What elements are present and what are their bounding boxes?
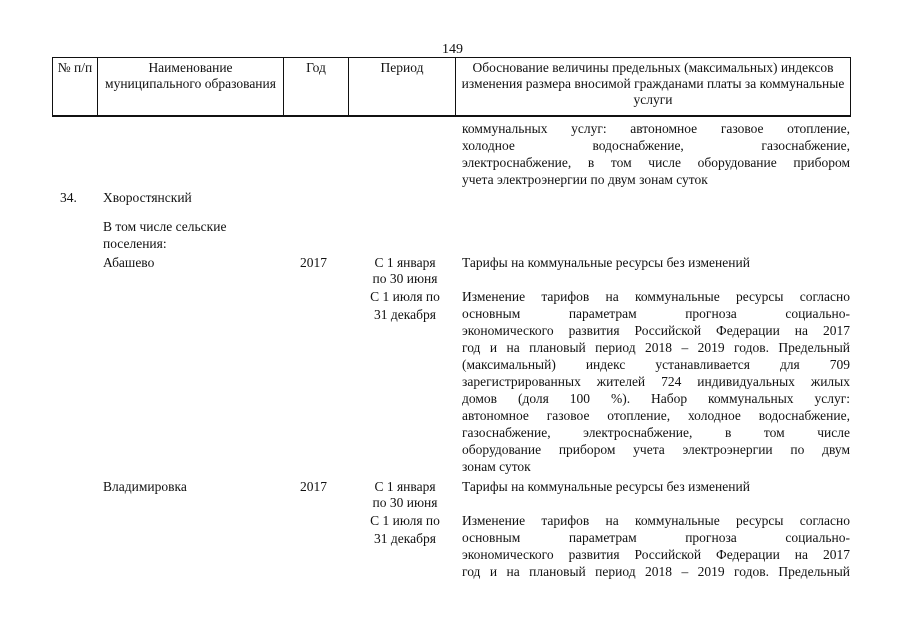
continuation-line: холодное водоснабжение, газоснабжение, <box>462 138 850 153</box>
continuation-line: электроснабжение, в том числе оборудование прибором <box>462 155 850 170</box>
period-start: по 30 июня <box>372 495 438 510</box>
basis-text: Тарифы на коммунальные ресурсы без изменений <box>462 479 750 494</box>
basis-line: Изменение тарифов на коммунальные ресурсы согласно <box>462 289 850 304</box>
basis-line: автономное газовое отопление, холодное водоснабжение, <box>462 408 850 423</box>
settlement-year: 2017 <box>300 255 327 270</box>
settlement-year: 2017 <box>300 479 327 494</box>
header-period: Период <box>349 58 456 117</box>
basis-line: основным параметрам прогноза социально- <box>462 530 850 545</box>
basis-line: зарегистрированных жителей 724 индивидуальных жилых <box>462 374 850 389</box>
district-subtitle: В том числе сельские поселения: <box>103 219 227 251</box>
period-start: С 1 января <box>374 479 436 494</box>
page-number: 149 <box>442 42 463 57</box>
basis-line: (максимальный) индекс устанавливается для 709 <box>462 357 850 372</box>
basis-text: Тарифы на коммунальные ресурсы без изменений <box>462 255 750 270</box>
period-end: С 1 июля по <box>370 289 440 304</box>
basis-line: газоснабжение, электроснабжение, в том числе <box>462 425 850 440</box>
settlement-name: Владимировка <box>103 479 187 494</box>
basis-line: основным параметрам прогноза социально- <box>462 306 850 321</box>
header-basis: Обоснование величины предельных (максимальных) индексов изменения размера вносимой гражданами платы за коммунальные услуги <box>456 58 851 117</box>
district-number: 34. <box>60 190 77 205</box>
header-name: Наименование муниципального образования <box>98 58 284 117</box>
period-start: С 1 января <box>374 255 436 270</box>
continuation-line: учета электроэнергии по двум зонам суток <box>462 172 708 187</box>
period-start: по 30 июня <box>372 271 438 286</box>
basis-line: зонам суток <box>462 459 531 474</box>
period-end: 31 декабря <box>374 531 436 546</box>
basis-line: Изменение тарифов на коммунальные ресурсы согласно <box>462 513 850 528</box>
basis-line: экономического развития Российской Федерации на 2017 <box>462 547 850 562</box>
period-end: С 1 июля по <box>370 513 440 528</box>
basis-line: год и на плановый период 2018 – 2019 годов. Предельный <box>462 564 850 579</box>
basis-line: год и на плановый период 2018 – 2019 годов. Предельный <box>462 340 850 355</box>
continuation-line: коммунальных услуг: автономное газовое отопление, <box>462 121 850 136</box>
period-end: 31 декабря <box>374 307 436 322</box>
table-header <box>52 57 851 117</box>
district-name: Хворостянский <box>103 190 192 205</box>
basis-line: экономического развития Российской Федерации на 2017 <box>462 323 850 338</box>
header-year: Год <box>284 58 349 117</box>
header-num: № п/п <box>53 58 98 117</box>
settlement-name: Абашево <box>103 255 155 270</box>
basis-line: домов (доля 100 %). Набор коммунальных услуг: <box>462 391 850 406</box>
basis-line: оборудование прибором учета электроэнергии по двум <box>462 442 850 457</box>
